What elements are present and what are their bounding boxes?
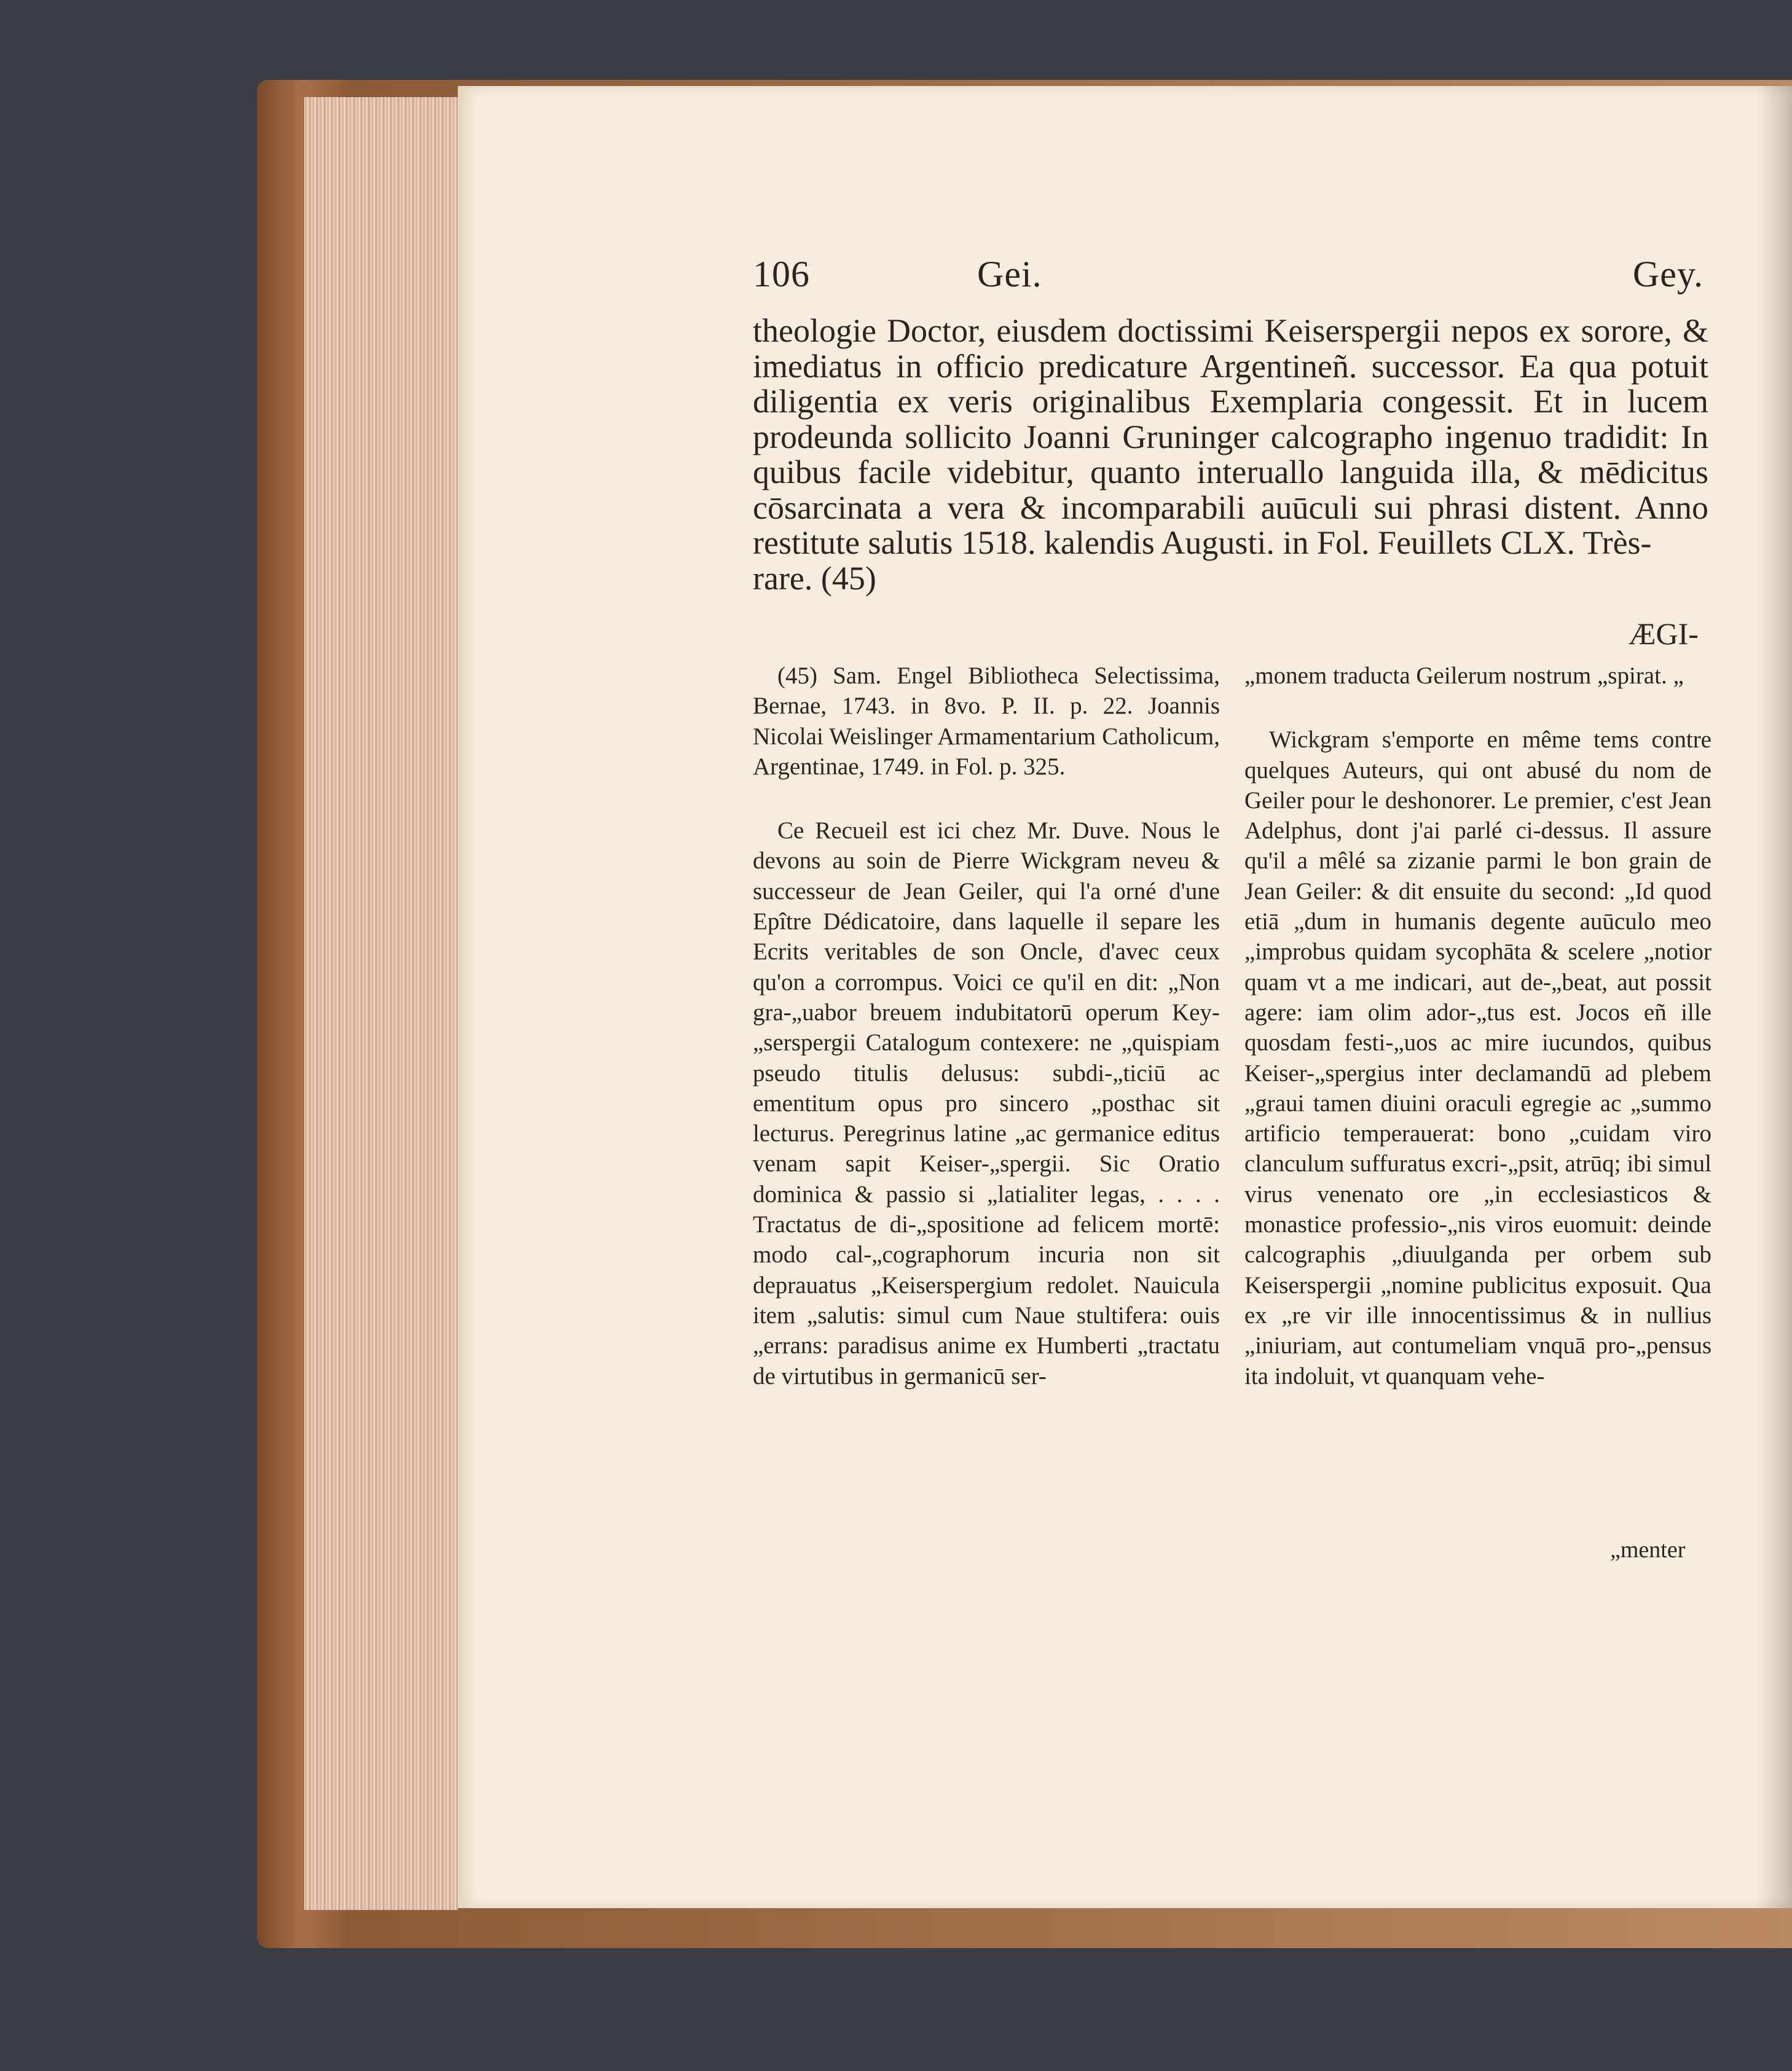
page-edges: [304, 97, 458, 1910]
running-head: [753, 253, 1708, 296]
right-paragraph: Wickgram s'emporte en même tems contre quelques Auteurs, qui ont abusé du nom de Geiler pour le deshonorer. Le premier, c'est Jean Adelphus, dont j'ai parlé ci-dessus. Il assure qu'il a mêlé sa zizanie parmi le bon grain de Jean Geiler: & dit ensuite du second: „Id quod etiā „dum in humanis degente auūculo meo „improbus quidam sycophāta & scelere „notior quam vt a me indicari, aut de-„beat, aut possit agere: iam olim ador-„tus est. Jocos eñ ille quosdam festi-„uos ac mire iucundos, quibus Keiser-„spergius inter declamandū ad plebem „graui tamen diuini oraculi egregie ac „summo artificio temperauerat: bono „cuidam viro clanculum suffuratus excri-„psit, atrūq; ibi simul virus venenato ore „in ecclesiasticos & monastice professio-„nis viros euomuit: deinde calcographis „diuulganda per orbem sub Keiserspergii „nomine publicitus exposuit. Qua ex „re vir ille innocentissimus & in nullius „iniuriam, aut contumeliam vnquā pro-„pensus ita indoluit, vt quanquam vehe-: [1244, 726, 1711, 1389]
main-text-last-line: rare. (45): [753, 559, 876, 597]
running-head-center: Gei.: [977, 254, 1042, 294]
right-column: [1244, 661, 1711, 1391]
main-catchword: ÆGI-: [1629, 616, 1699, 651]
column-spacer: [753, 782, 1220, 815]
column-spacer: [1244, 691, 1711, 725]
page-number: 106: [753, 254, 810, 294]
main-text-block: [753, 313, 1708, 596]
main-text-body: theologie Doctor, eiusdem doctissimi Keiserspergii nepos ex sorore, & imediatus in officio predicature Argentineñ. successor. Ea qua potuit diligentia ex veris originalibus Exemplaria congessit. Et in lucem prodeunda sollicito Joanni Gruninger calcographo ingenuo tradidit: In quibus facile videbitur, quanto interuallo languida illa, & mēdicitus cōsarcinata a vera & incomparabili auūculi sui phrasi distent. Anno restitute salutis 1518. kalendis Augusti. in Fol. Feuillets CLX. Très-: [753, 312, 1708, 561]
footnote-45: (45) Sam. Engel Bibliotheca Selectissima, Bernae, 1743. in 8vo. P. II. p. 22. Joannis Nicolai Weislinger Armamentarium Catholicum, Argentinae, 1749. in Fol. p. 325.: [753, 662, 1220, 780]
left-paragraph: Ce Recueil est ici chez Mr. Duve. Nous le devons au soin de Pierre Wickgram neveu & successeur de Jean Geiler, qui l'a orné d'une Epître Dédicatoire, dans laquelle il separe les Ecrits veritables de son Oncle, d'avec ceux qu'on a corrompus. Voici ce qu'il en dit: „Non gra-„uabor breuem indubitatorū operum Key-„serspergii Catalogum contexere: ne „quispiam pseudo titulis delusus: subdi-„ticiū ac ementitum opus pro sincero „posthac sit lecturus. Peregrinus latine „ac germanice editus venam sapit Keiser-„spergii. Sic Oratio dominica & passio si „latialiter legas, . . . . Tractatus de di-„spositione ad felicem mortē: modo cal-„cographorum incuria non sit deprauatus „Keiserspergium redolet. Nauicula item „salutis: simul cum Naue stultifera: ouis „errans: paradisus anime ex Humberti „tractatu de virtutibus in germanicū ser-: [753, 817, 1220, 1389]
page-gutter-shadow: [1758, 86, 1792, 1908]
right-quote-end: „monem traducta Geilerum nostrum „spirat. „: [1244, 662, 1684, 689]
left-column: [753, 661, 1220, 1391]
running-head-right: Gey.: [1632, 254, 1704, 294]
column-catchword: „menter: [1610, 1537, 1686, 1563]
